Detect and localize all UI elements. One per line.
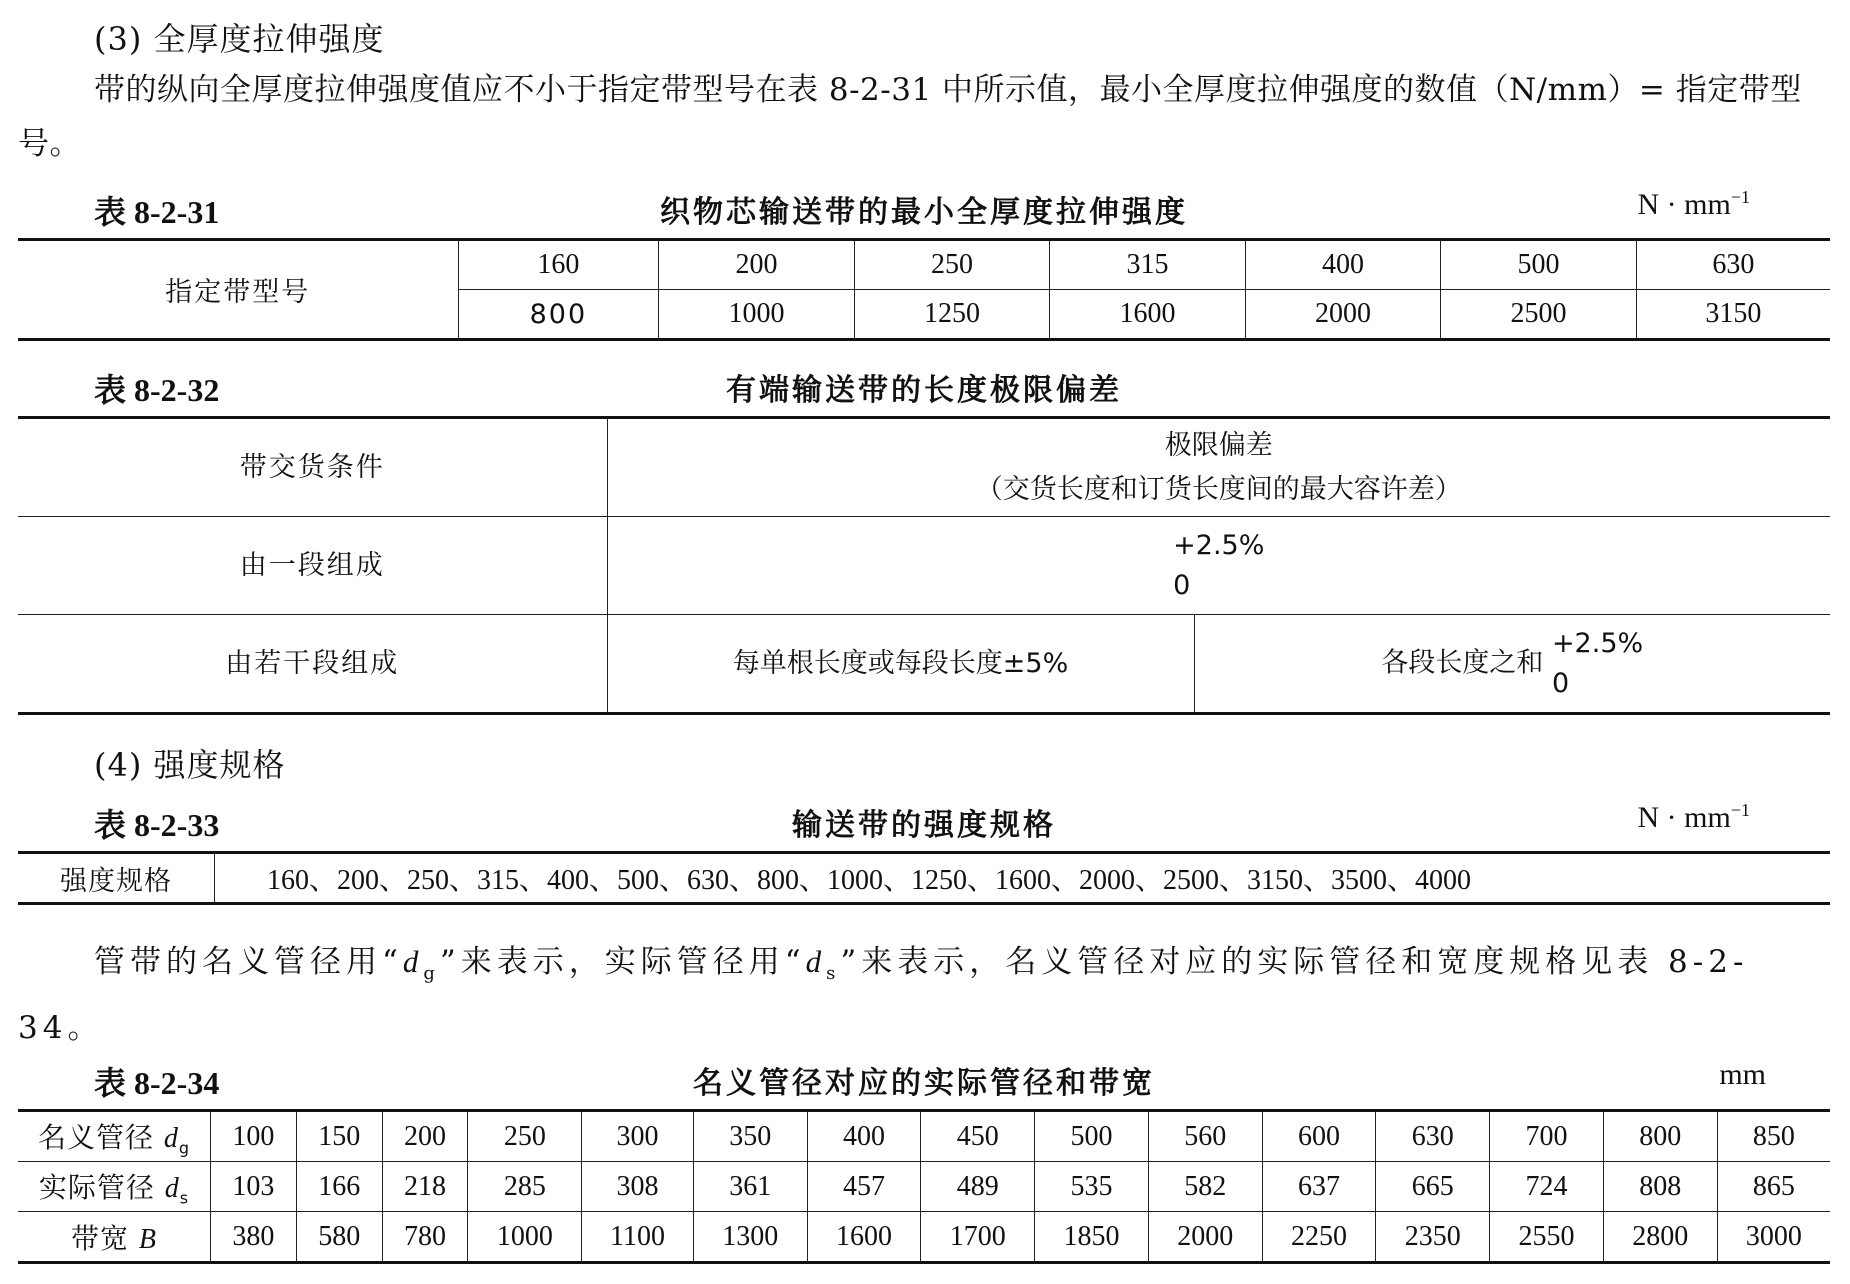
table-cell: 103	[211, 1162, 297, 1212]
header-deviation	[607, 418, 1830, 517]
header-deviation-line1: 极限偏差	[1164, 429, 1273, 461]
table-cell: 3150	[1636, 290, 1830, 340]
table-cell: 1000	[659, 290, 854, 340]
table-cell: 200	[382, 1111, 468, 1162]
table-cell: 780	[382, 1212, 468, 1263]
table-cell: 800	[1603, 1111, 1717, 1162]
table-cell: 2250	[1262, 1212, 1376, 1263]
table-34-caption	[18, 1058, 1830, 1102]
pipe-paragraph	[18, 935, 1830, 1055]
table-cell: 1700	[921, 1212, 1035, 1263]
table-cell: 1000	[468, 1212, 582, 1263]
table-cell: 2800	[1603, 1212, 1717, 1263]
table-row	[18, 1212, 1830, 1263]
table-32-number: 表 8-2-32	[94, 372, 220, 408]
table-cell: 850	[1717, 1111, 1830, 1162]
table-cell: 637	[1262, 1162, 1376, 1212]
unit-base: N · mm	[1637, 188, 1731, 221]
table-31-title: 织物芯输送带的最小全厚度拉伸强度	[660, 195, 1188, 230]
strength-label: 强度规格	[18, 853, 215, 904]
table-33-number: 表 8-2-33	[94, 807, 220, 843]
table-cell: 285	[468, 1162, 582, 1212]
table-cell: 100	[211, 1111, 297, 1162]
table-row	[18, 1111, 1830, 1162]
table-cell: 200	[659, 240, 854, 290]
section-3-paragraph	[18, 63, 1830, 171]
table-cell: 160	[458, 240, 659, 290]
table-34-unit: mm	[1719, 1058, 1766, 1091]
subscript: g	[178, 1138, 191, 1158]
table-cell: 582	[1148, 1162, 1262, 1212]
table-cell: 1300	[693, 1212, 807, 1263]
table-cell: 500	[1035, 1111, 1149, 1162]
table-row	[18, 240, 1830, 290]
unit-exponent: −1	[1730, 800, 1750, 820]
table-cell: 630	[1636, 240, 1830, 290]
symbol: B	[138, 1223, 157, 1255]
table-cell: 1100	[582, 1212, 694, 1263]
table-34-title: 名义管径对应的实际管径和带宽	[693, 1066, 1155, 1101]
table-cell: 250	[854, 240, 1049, 290]
symbol: d	[163, 1122, 179, 1154]
row-label-width	[18, 1212, 211, 1263]
table-cell: 700	[1490, 1111, 1604, 1162]
table-cell: 166	[296, 1162, 382, 1212]
tolerance-lower: 0	[1173, 569, 1191, 601]
table-cell: 450	[921, 1111, 1035, 1162]
table-33	[18, 851, 1830, 905]
table-34-number: 表 8-2-34	[94, 1065, 220, 1101]
table-cell: 2550	[1490, 1212, 1604, 1263]
table-cell: 2350	[1376, 1212, 1490, 1263]
table-cell: 1850	[1035, 1212, 1149, 1263]
label-text: 实际管径	[38, 1170, 165, 1204]
row-label-nominal	[18, 1111, 211, 1162]
table-cell: 724	[1490, 1162, 1604, 1212]
table-cell: 800	[458, 290, 659, 340]
table-cell: 380	[211, 1212, 297, 1263]
table-cell: 2000	[1245, 290, 1440, 340]
table-31-caption	[18, 187, 1830, 231]
table-cell: 865	[1717, 1162, 1830, 1212]
symbol: d	[164, 1172, 180, 1204]
header-deviation-line2: （交货长度和订货长度间的最大容许差）	[975, 473, 1462, 505]
table-cell: 1250	[854, 290, 1049, 340]
table-31	[18, 238, 1830, 341]
table-cell: 2000	[1148, 1212, 1262, 1263]
table-row	[18, 853, 1830, 904]
table-cell: 218	[382, 1162, 468, 1212]
row1-tolerance	[607, 517, 1830, 615]
table-32-caption	[18, 365, 1830, 409]
table-cell: 300	[582, 1111, 694, 1162]
section-4-heading: (4) 强度规格	[94, 746, 286, 784]
table-cell: 535	[1035, 1162, 1149, 1212]
table-cell: 1600	[1050, 290, 1245, 340]
header-condition: 带交货条件	[18, 418, 607, 517]
table-row	[18, 615, 1830, 714]
table-row	[18, 1162, 1830, 1212]
pipe-text-part2: ”来表示，实际管径用“	[439, 944, 806, 980]
table-cell: 308	[582, 1162, 694, 1212]
tolerance-lower: 0	[1551, 667, 1570, 699]
table-cell: 315	[1050, 240, 1245, 290]
ds-symbol: d	[805, 944, 827, 979]
table-cell: 400	[807, 1111, 921, 1162]
table-33-title: 输送带的强度规格	[792, 808, 1056, 843]
unit-exponent: −1	[1730, 187, 1750, 207]
section-3-text: 带的纵向全厚度拉伸强度值应不小于指定带型号在表 8-2-31 中所示值，最小全厚度拉伸强度的数值（N/mm）= 指定带型号。	[18, 72, 1802, 162]
table-cell: 2500	[1441, 290, 1636, 340]
table-31-number: 表 8-2-31	[94, 194, 220, 230]
table-33-caption	[18, 800, 1830, 844]
row-label-actual	[18, 1162, 211, 1212]
row-label: 指定带型号	[18, 240, 458, 340]
table-cell: 630	[1376, 1111, 1490, 1162]
table-row	[18, 517, 1830, 615]
unit-base: N · mm	[1637, 801, 1731, 834]
row1-condition: 由一段组成	[18, 517, 607, 615]
table-cell: 500	[1441, 240, 1636, 290]
table-cell: 3000	[1717, 1212, 1830, 1263]
table-cell: 457	[807, 1162, 921, 1212]
table-cell: 250	[468, 1111, 582, 1162]
table-cell: 489	[921, 1162, 1035, 1212]
table-31-body	[18, 240, 1830, 340]
table-31-unit	[1638, 187, 1750, 222]
table-cell: 1600	[807, 1212, 921, 1263]
tolerance-upper: +2.5%	[1173, 529, 1265, 561]
table-cell: 350	[693, 1111, 807, 1162]
table-cell: 361	[693, 1162, 807, 1212]
table-row	[18, 418, 1830, 517]
table-34	[18, 1109, 1830, 1264]
pipe-text-part1: 管带的名义管径用“	[94, 944, 403, 980]
tolerance-upper: +2.5%	[1551, 627, 1644, 659]
row2-each-deviation: 每单根长度或每段长度±5%	[607, 615, 1194, 714]
tolerance-stack	[1173, 526, 1264, 606]
row2-sum-deviation	[1194, 615, 1830, 714]
pipe-text-part3: ”来表示，名义管径对应的实际管径和宽度规格见表 8-2-34。	[18, 944, 1749, 1047]
strength-values: 160、200、250、315、400、500、630、800、1000、1250、1600、2000、2500、3150、3500、4000	[267, 865, 1472, 896]
sum-label: 各段长度之和	[1381, 647, 1544, 678]
table-cell: 808	[1603, 1162, 1717, 1212]
table-cell: 665	[1376, 1162, 1490, 1212]
row2-condition: 由若干段组成	[18, 615, 607, 714]
table-cell: 400	[1245, 240, 1440, 290]
table-cell: 150	[296, 1111, 382, 1162]
section-3-heading: (3) 全厚度拉伸强度	[94, 20, 385, 58]
dg-subscript: g	[423, 963, 440, 985]
table-cell: 580	[296, 1212, 382, 1263]
dg-symbol: d	[402, 944, 424, 979]
table-cell: 600	[1262, 1111, 1376, 1162]
tolerance-stack	[1552, 624, 1643, 704]
label-text: 名义管径	[37, 1120, 164, 1154]
table-33-unit	[1638, 800, 1750, 835]
table-cell: 560	[1148, 1111, 1262, 1162]
label-text: 带宽	[70, 1221, 139, 1255]
ds-subscript: s	[826, 963, 841, 985]
table-32-title: 有端输送带的长度极限偏差	[726, 373, 1122, 408]
subscript: s	[179, 1188, 190, 1208]
table-32	[18, 416, 1830, 715]
